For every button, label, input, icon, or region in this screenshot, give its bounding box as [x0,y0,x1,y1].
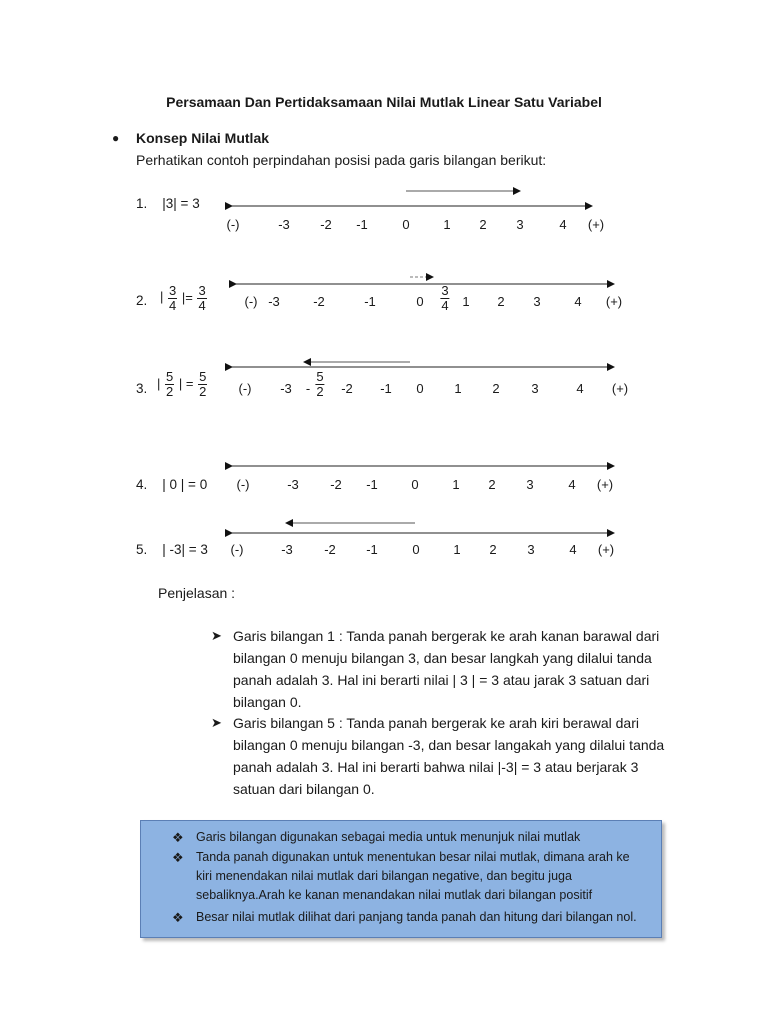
tick-label: -3 [280,381,292,396]
tick-label: 3 [533,294,541,309]
tick-label: -1 [366,477,378,492]
tick-label: -2 [341,381,353,396]
example-number: 4. [136,477,148,492]
neg-label: (-) [226,217,240,232]
tick-label: -2 [330,477,342,492]
tick-label: 3 [516,217,524,232]
tick-label: 0 [412,542,420,557]
explanation-item-1 [211,625,673,713]
tick-label: 2 [479,217,487,232]
tick-label: -3 [278,217,290,232]
neg-label: (-) [230,542,244,557]
pos-label: (+) [587,217,605,232]
page-title: Persamaan Dan Pertidaksamaan Nilai Mutlak Linear Satu Variabel [166,94,602,110]
tick-label: 4 [576,381,584,396]
example-number: 3. [136,381,148,396]
diamond-bullet-icon: ❖ [172,910,184,925]
diamond-bullet-icon: ❖ [172,830,184,845]
minus-sign: - [305,381,311,396]
tick-label: -3 [268,294,280,309]
fraction-numerator: 3 [169,283,177,298]
fraction-denominator: 4 [169,298,177,313]
fraction-denominator: 4 [441,298,449,313]
example-expression: | 0 | = 0 [162,477,208,492]
pos-label: (+) [597,542,615,557]
pos-label: (+) [611,381,629,396]
tick-label: 2 [492,381,500,396]
section-intro: Perhatikan contoh perpindahan posisi pada garis bilangan berikut: [136,152,547,168]
number-line-2-labels [0,283,768,324]
summary-box [140,820,662,938]
summary-item-2 [172,848,630,905]
arrowhead-bullet-icon: ➤ [211,715,222,730]
example-expression: |3| = 3 [162,196,200,211]
tick-label: 3 [531,381,539,396]
explanation-line: bilangan 0 menuju bilangan -3, dan besar langakah yang dilalui tanda [233,737,665,753]
tick-label: 3 [526,477,534,492]
equals: | = [178,375,194,391]
summary-line: kiri menendakan nilai mutlak dari bilangan negative, dan begitu juga [196,869,572,883]
tick-label: 2 [489,542,497,557]
fraction-denominator: 2 [199,384,207,399]
tick-label: 3 [527,542,535,557]
example-number: 2. [136,293,148,308]
explanation-line: bilangan 0. [233,694,302,710]
example-number: 5. [136,542,148,557]
summary-line: Tanda panah digunakan untuk menentukan besar nilai mutlak, dimana arah ke [196,850,630,864]
tick-label: -1 [380,381,392,396]
tick-label: 0 [416,381,424,396]
explanation-line: panah adalah 3. Hal ini berarti nilai | 3 | = 3 atau jarak 3 satuan dari [233,672,650,688]
tick-label: 4 [574,294,582,309]
tick-label: 4 [568,477,576,492]
tick-label: 0 [416,294,424,309]
number-line-4-labels [0,477,768,493]
tick-label: 4 [569,542,577,557]
fraction-numerator: 3 [441,283,449,298]
example-expression: | -3| = 3 [162,542,208,557]
tick-label: 1 [443,217,451,232]
fraction-numerator: 5 [166,369,174,384]
example-number: 1. [136,196,148,211]
tick-label: -1 [366,542,378,557]
penjelasan-label: Penjelasan : [158,585,236,601]
pos-label: (+) [605,294,623,309]
summary-item-3 [172,908,637,927]
neg-label: (-) [244,294,258,309]
neg-label: (-) [238,381,252,396]
neg-label: (-) [236,477,250,492]
tick-label: 0 [402,217,410,232]
tick-label: 4 [559,217,567,232]
number-line-5-labels [0,542,768,558]
tick-label: -1 [364,294,376,309]
arrowhead-bullet-icon: ➤ [211,628,222,643]
explanation-line: bilangan 0 menuju bilangan 3, dan besar langkah yang dilalui tanda [233,650,652,666]
summary-line: Besar nilai mutlak dilihat dari panjang tanda panah dan hitung dari bilangan nol. [196,910,637,924]
explanation-line: satuan dari bilangan 0. [233,781,375,797]
explanation-line: Garis bilangan 5 : Tanda panah bergerak ke arah kiri berawal dari [233,715,639,731]
tick-label: -3 [287,477,299,492]
abs-bar: | [157,375,161,391]
fraction-numerator: 5 [316,369,324,384]
pos-label: (+) [596,477,614,492]
tick-label: 1 [452,477,460,492]
fraction [440,284,449,313]
tick-label: 0 [411,477,419,492]
tick-label: -2 [324,542,336,557]
tick-label: -2 [313,294,325,309]
abs-bar: | [160,288,164,304]
explanation-line: panah adalah 3. Hal ini berarti bahwa nilai |-3| = 3 atau berjarak 3 [233,759,639,775]
number-line-3-labels [0,369,768,411]
fraction [315,370,324,399]
explanation-item-2 [211,712,673,800]
fraction-denominator: 2 [316,384,324,399]
diamond-bullet-icon: ❖ [172,850,184,865]
explanation-line: Garis bilangan 1 : Tanda panah bergerak ke arah kanan barawal dari [233,628,660,644]
tick-label: 2 [488,477,496,492]
summary-line: sebaliknya.Arah ke kanan menandakan nilai mutlak dari bilangan positif [196,888,593,902]
fraction-numerator: 3 [198,283,206,298]
number-line-1-labels [0,217,768,233]
tick-label: -2 [320,217,332,232]
section-heading: Konsep Nilai Mutlak [136,130,270,146]
bullet-dot-icon: ● [112,131,120,145]
fraction-denominator: 4 [198,298,206,313]
tick-label: -3 [281,542,293,557]
fraction-numerator: 5 [199,369,207,384]
tick-label: 1 [462,294,470,309]
equals: |= [181,289,193,305]
tick-label: -1 [356,217,368,232]
tick-label: 2 [497,294,505,309]
summary-line: Garis bilangan digunakan sebagai media untuk menunjuk nilai mutlak [196,830,581,844]
tick-label: 1 [454,381,462,396]
fraction-denominator: 2 [166,384,174,399]
summary-item-1 [172,828,581,847]
tick-label: 1 [453,542,461,557]
